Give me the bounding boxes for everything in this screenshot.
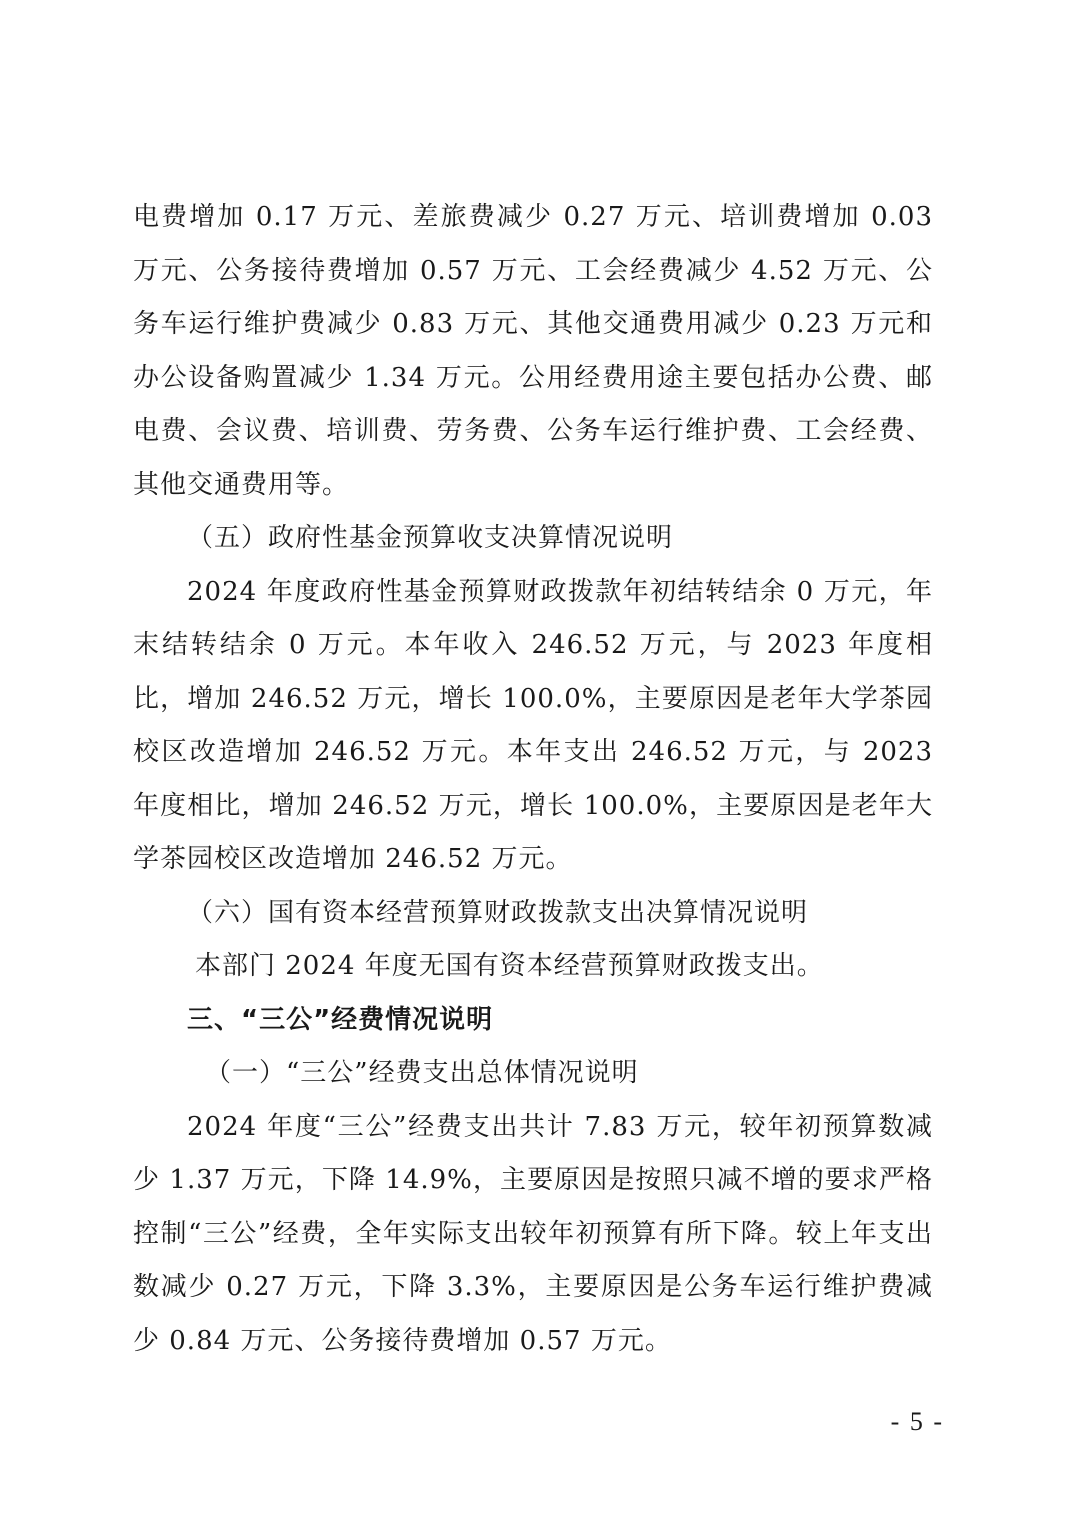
paragraph-three-public-overview: 2024 年度“三公”经费支出共计 7.83 万元，较年初预算数减少 1.37 万元，下降 14.9%，主要原因是按照只减不增的要求严格控制“三公”经费，全年实际支出较年初预算有所下降。较上年支出数减少 0.27 万元，下降 3.3%，主要原因是公务车运行维护费减少 0.84 万元、公务接待费增加 0.57 万元。 (133, 1111, 933, 1356)
document-body (133, 191, 933, 1368)
paragraph-public-expenses: 电费增加 0.17 万元、差旅费减少 0.27 万元、培训费增加 0.03 万元、公务接待费增加 0.57 万元、工会经费减少 4.52 万元、公务车运行维护费减少 0.83 万元、其他交通费用减少 0.23 万元和办公设备购置减少 1.34 万元。公用经费用途主要包括办公费、邮电费、会议费、培训费、劳务费、公务车运行维护费、工会经费、其他交通费用等。 (133, 202, 933, 500)
heading-state-capital: （六）国有资本经营预算财政拨款支出决算情况说明 (187, 897, 809, 928)
paragraph-state-capital: 本部门 2024 年度无国有资本经营预算财政拨支出。 (195, 951, 824, 981)
heading-three-public: 三、“三公”经费情况说明 (187, 1004, 494, 1035)
paragraph-government-fund: 2024 年度政府性基金预算财政拨款年初结转结余 0 万元，年末结转结余 0 万元。本年收入 246.52 万元，与 2023 年度相比，增加 246.52 万元，增长 100.0%，主要原因是老年大学茶园校区改造增加 246.52 万元。本年支出 246.52 万元，与 2023 年度相比，增加 246.52 万元，增长 100.0%，主要原因是老年大学茶园校区改造增加 246.52 万元。 (133, 576, 933, 874)
heading-three-public-overview: （一）“三公”经费支出总体情况说明 (205, 1058, 639, 1088)
page-number: - 5 - (890, 1407, 944, 1436)
heading-government-fund: （五）政府性基金预算收支决算情况说明 (187, 523, 674, 553)
